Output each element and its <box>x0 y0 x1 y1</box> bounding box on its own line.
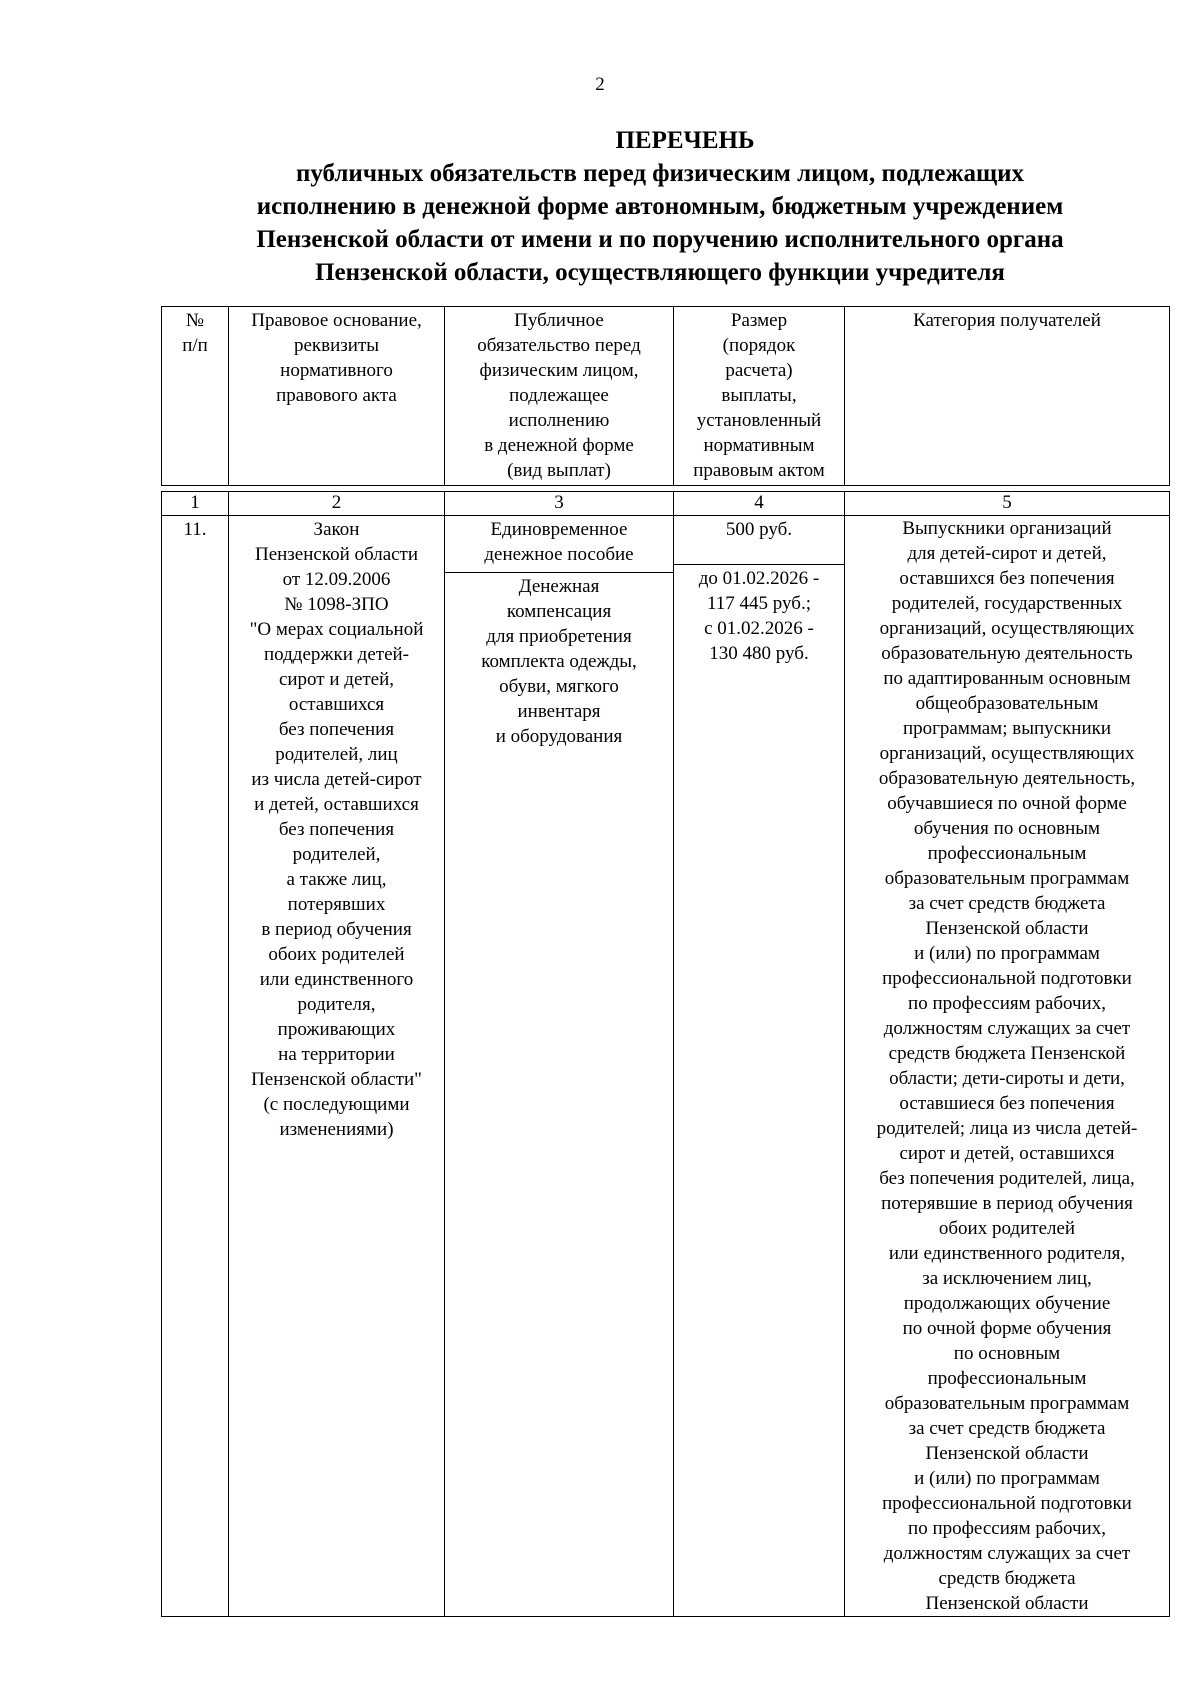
text-line: Выпускники организаций <box>902 518 1112 539</box>
text-line: продолжающих обучение <box>903 1293 1111 1314</box>
text-line: и (или) по программам <box>914 943 1100 964</box>
text-line: организаций, осуществляющих <box>879 618 1135 639</box>
text-line: Пензенской области" <box>251 1069 422 1090</box>
text-line: Пензенской области <box>925 1443 1089 1464</box>
text-line: денежное пособие <box>484 544 634 565</box>
text-line: комплекта одежды, <box>481 651 637 672</box>
text-line: изменениями) <box>279 1119 394 1140</box>
text-line: обучения по основным <box>913 818 1101 839</box>
text-line: профессиональной подготовки <box>882 968 1132 989</box>
text-line: Пензенской области <box>925 1593 1089 1614</box>
header-cell-obligation <box>445 307 674 486</box>
text-line: 500 руб. <box>725 519 793 540</box>
text-line: организаций, осуществляющих <box>879 743 1135 764</box>
text-line: нормативного <box>280 360 393 381</box>
header-cell-number <box>162 307 229 486</box>
text-line: или единственного <box>259 969 414 990</box>
text-line: Пензенской области <box>254 544 419 565</box>
text-line: без попечения <box>278 719 395 740</box>
text-line: расчета) <box>725 360 793 381</box>
title-line: Пензенской области, осуществляющего функции учредителя <box>315 259 1005 286</box>
text-line: Денежная <box>518 576 600 597</box>
text-line: оставшиеся без попечения <box>899 1093 1115 1114</box>
text-line: образовательным программам <box>884 868 1130 889</box>
text-line: и (или) по программам <box>914 1468 1100 1489</box>
text-line: нормативным <box>703 435 815 456</box>
text-line: от 12.09.2006 <box>282 569 391 590</box>
header-cell-amount <box>674 307 845 486</box>
text-line: программам; выпускники <box>902 718 1112 739</box>
text-line: обязательство перед <box>477 335 641 356</box>
table-row <box>162 516 1170 1617</box>
text-line: обуви, мягкого <box>499 676 619 697</box>
text-line: за исключением лиц, <box>922 1268 1092 1289</box>
column-number: 1 <box>162 492 229 516</box>
column-number: 4 <box>674 492 845 516</box>
text-line: общеобразовательным <box>915 693 1099 714</box>
text-line: образовательную деятельность <box>881 643 1133 664</box>
text-line: № <box>185 310 205 331</box>
text-line: компенсация <box>506 601 612 622</box>
text-line: за счет средств бюджета <box>908 1418 1106 1439</box>
text-line: в денежной форме <box>484 435 634 456</box>
row-number: 11. <box>162 516 229 1617</box>
text-line: и детей, оставшихся <box>254 794 419 815</box>
text-line: должностям служащих за счет <box>883 1543 1131 1564</box>
page-number: 2 <box>595 74 605 95</box>
text-line: оставшихся без попечения <box>899 568 1115 589</box>
text-line: Публичное <box>514 310 604 331</box>
text-line: (порядок <box>722 335 796 356</box>
text-line: выплаты, <box>721 385 797 406</box>
obligations-table <box>161 306 1170 1617</box>
text-line: 117 445 руб.; <box>707 593 811 614</box>
text-line: а также лиц, <box>286 869 387 890</box>
text-line: "О мерах социальной <box>249 619 424 640</box>
text-line: для детей-сирот и детей, <box>907 543 1107 564</box>
text-line: области; дети-сироты и дети, <box>889 1068 1125 1089</box>
text-line: подлежащее <box>509 385 609 406</box>
text-line: за счет средств бюджета <box>908 893 1106 914</box>
text-line: родителей, лиц <box>275 744 398 765</box>
column-number: 3 <box>445 492 674 516</box>
text-line: родителей, государственных <box>891 593 1123 614</box>
text-line: оставшихся <box>288 694 385 715</box>
amount-cell <box>674 516 845 1617</box>
text-line: проживающих <box>277 1019 396 1040</box>
text-line: п/п <box>182 335 208 356</box>
column-numbers-row <box>162 492 1170 516</box>
text-line: сирот и детей, оставшихся <box>899 1143 1115 1164</box>
text-line: Единовременное <box>490 519 628 540</box>
text-line: родителей, <box>292 844 381 865</box>
text-line: физическим лицом, <box>479 360 639 381</box>
document-title <box>150 124 1170 289</box>
text-line: (с последующими <box>263 1094 410 1115</box>
text-line: профессиональным <box>927 843 1087 864</box>
column-number: 2 <box>229 492 445 516</box>
text-line: образовательным программам <box>884 1393 1130 1414</box>
text-line: образовательную деятельность, <box>878 768 1136 789</box>
text-line: Правовое основание, <box>251 310 422 331</box>
text-line: в период обучения <box>261 919 412 940</box>
text-line: на территории <box>278 1044 395 1065</box>
text-line: родителя, <box>297 994 376 1015</box>
text-line: без попечения <box>278 819 395 840</box>
text-line: по профессиям рабочих, <box>908 993 1106 1014</box>
obligation-cell <box>445 516 674 1617</box>
text-line: родителей; лица из числа детей- <box>876 1118 1138 1139</box>
text-line: по очной форме обучения <box>902 1318 1112 1339</box>
title-line: публичных обязательств перед физическим лицом, подлежащих <box>295 160 1025 187</box>
text-line: по профессиям рабочих, <box>908 1518 1106 1539</box>
text-line: правовым актом <box>693 460 825 481</box>
text-line: по основным <box>953 1343 1061 1364</box>
header-cell-legal-basis <box>229 307 445 486</box>
text-line: средств бюджета Пензенской <box>888 1043 1126 1064</box>
title-line: Пензенской области от имени и по поручению исполнительного органа <box>256 226 1064 253</box>
text-line: реквизиты <box>293 335 380 356</box>
text-line: или единственного родителя, <box>888 1243 1126 1264</box>
recipients-cell <box>845 516 1170 1617</box>
text-line: сирот и детей, <box>278 669 395 690</box>
text-line: (вид выплат) <box>507 460 611 481</box>
text-line: должностям служащих за счет <box>883 1018 1131 1039</box>
text-line: профессиональной подготовки <box>882 1493 1132 1514</box>
text-line: обоих родителей <box>938 1218 1076 1239</box>
title-line: исполнению в денежной форме автономным, бюджетным учреждением <box>256 193 1064 220</box>
text-line: до 01.02.2026 - <box>698 568 820 589</box>
column-number: 5 <box>845 492 1170 516</box>
text-line: обоих родителей <box>268 944 405 965</box>
text-line: обучавшиеся по очной форме <box>887 793 1127 814</box>
text-line: поддержки детей- <box>264 644 409 665</box>
table-header-row <box>162 307 1170 486</box>
text-line: для приобретения <box>486 626 632 647</box>
text-line: с 01.02.2026 - <box>704 618 814 639</box>
text-line: из числа детей-сирот <box>251 769 422 790</box>
header-cell-recipients <box>845 307 1170 486</box>
text-line: инвентаря <box>517 701 601 722</box>
legal-basis-cell <box>229 516 445 1617</box>
amount-lump-sum <box>674 517 844 542</box>
text-line: без попечения родителей, лица, <box>879 1168 1135 1189</box>
obligation-lump-sum <box>445 517 673 567</box>
text-line: 130 480 руб. <box>709 643 809 664</box>
title-heading: ПЕРЕЧЕНЬ <box>615 127 755 154</box>
text-line: Закон <box>313 519 360 540</box>
amount-compensation <box>674 564 844 666</box>
text-line: профессиональным <box>927 1368 1087 1389</box>
text-line: Размер <box>730 310 788 331</box>
text-line: потерявших <box>287 894 386 915</box>
text-line: Пензенской области <box>925 918 1089 939</box>
obligation-compensation <box>445 572 673 749</box>
text-line: потерявшие в период обучения <box>881 1193 1133 1214</box>
text-line: по адаптированным основным <box>883 668 1131 689</box>
amount-spacer <box>674 542 844 559</box>
text-line: и оборудования <box>495 726 623 747</box>
text-line: средств бюджета <box>938 1568 1076 1589</box>
text-line: № 1098-ЗПО <box>284 594 389 615</box>
text-line: исполнению <box>508 410 610 431</box>
text-line: установленный <box>696 410 822 431</box>
text-line: Категория получателей <box>913 310 1101 331</box>
text-line: правового акта <box>276 385 397 406</box>
